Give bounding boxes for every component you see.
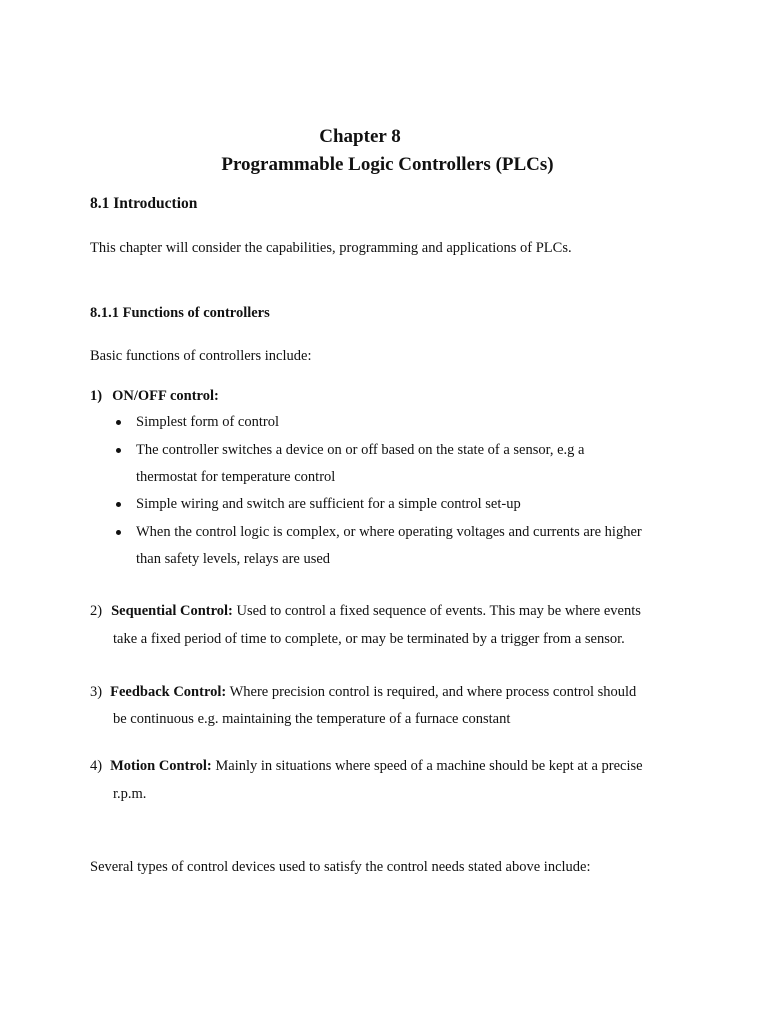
item-number: 1)	[90, 388, 103, 404]
item-title: ON/OFF control:	[112, 388, 219, 404]
bullet-text-continued: than safety levels, relays are used	[136, 551, 331, 567]
item-description: Mainly in situations where speed of a machine should be kept at a precise	[215, 758, 643, 774]
item-on-off-heading	[90, 388, 219, 405]
bullet-text: Simplest form of control	[136, 414, 279, 430]
bullet-icon	[116, 448, 121, 453]
bullet-icon	[116, 530, 121, 535]
item-title: Feedback Control:	[110, 684, 227, 700]
functions-lead-text: Basic functions of controllers include:	[90, 348, 312, 364]
chapter-number: Chapter 8	[319, 126, 401, 147]
item-title: Motion Control:	[110, 758, 212, 774]
item-description: Used to control a fixed sequence of events. This may be where events	[236, 603, 641, 619]
item-title: Sequential Control:	[111, 603, 233, 619]
bullet-icon	[116, 420, 121, 425]
intro-paragraph: This chapter will consider the capabilities, programming and applications of PLCs.	[90, 240, 572, 256]
item-description-continued: r.p.m.	[113, 786, 147, 802]
bullet-text: When the control logic is complex, or where operating voltages and currents are higher	[136, 524, 642, 540]
item-description-continued: take a fixed period of time to complete, or may be terminated by a trigger from a sensor.	[113, 631, 625, 647]
item-description-continued: be continuous e.g. maintaining the temperature of a furnace constant	[113, 711, 511, 727]
bullet-text-continued: thermostat for temperature control	[136, 469, 336, 485]
item-motion-line	[90, 758, 643, 775]
closing-paragraph: Several types of control devices used to satisfy the control needs stated above include:	[90, 859, 591, 875]
item-number: 4)	[90, 758, 103, 774]
item-description: Where precision control is required, and where process control should	[229, 684, 637, 700]
item-sequential-line	[90, 603, 641, 620]
bullet-icon	[116, 502, 121, 507]
subsection-heading-8-1-1: 8.1.1 Functions of controllers	[90, 305, 270, 321]
chapter-title: Programmable Logic Controllers (PLCs)	[221, 154, 554, 175]
item-feedback-line	[90, 684, 636, 701]
item-number: 3)	[90, 684, 103, 700]
section-heading-8-1: 8.1 Introduction	[90, 195, 198, 212]
bullet-text: The controller switches a device on or off based on the state of a sensor, e.g a	[136, 442, 585, 458]
bullet-text: Simple wiring and switch are sufficient for a simple control set-up	[136, 496, 521, 512]
item-number: 2)	[90, 603, 103, 619]
